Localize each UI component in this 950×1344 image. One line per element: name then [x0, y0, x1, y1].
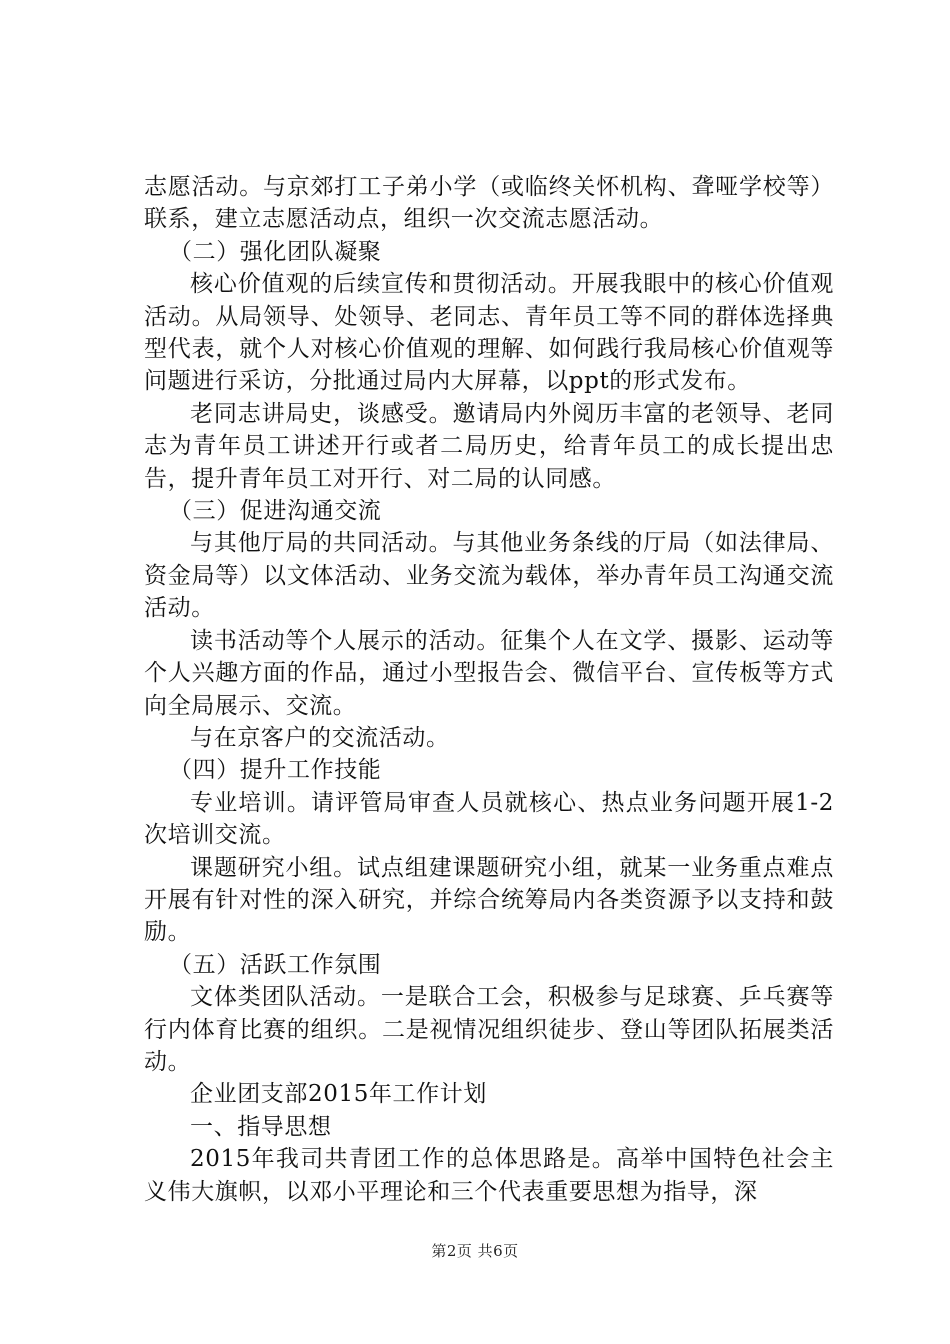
paragraph-research-group: 课题研究小组。试点组建课题研究小组，就某一业务重点难点开展有针对性的深入研究，并综合统筹局内各类资源予以支持和鼓励。: [144, 854, 834, 946]
section-heading-work-atmosphere: （五）活跃工作氛围: [169, 951, 382, 978]
paragraph-overall-approach: 2015年我司共青团工作的总体思路是。高举中国特色社会主义伟大旗帜，以邓小平理论和三个代表重要思想为指导，深: [144, 1146, 834, 1205]
section-heading-communication: （三）促进沟通交流: [169, 498, 382, 525]
paragraph-bureau-history: 老同志讲局史，谈感受。邀请局内外阅历丰富的老领导、老同志为青年员工讲述开行或者二局历史，给青年员工的成长提出忠告，提升青年员工对开行、对二局的认同感。: [144, 400, 834, 492]
section-heading-team-cohesion: （二）强化团队凝聚: [169, 238, 382, 265]
paragraph-client-exchange: 与在京客户的交流活动。: [190, 724, 450, 751]
paragraph-sports-activities: 文体类团队活动。一是联合工会，积极参与足球赛、乒乓赛等行内体育比赛的组织。二是视情况组织徒步、登山等团队拓展类活动。: [144, 984, 834, 1075]
paragraph-plan-title: 企业团支部2015年工作计划: [190, 1081, 487, 1108]
section-heading-work-skills: （四）提升工作技能: [169, 757, 382, 784]
paragraph-core-values: 核心价值观的后续宣传和贯彻活动。开展我眼中的核心价值观活动。从局领导、处领导、老同志、青年员工等不同的群体选择典型代表，就个人对核心价值观的理解、如何践行我局核心价值观等问题进行采访，分批通过局内大屏幕，以ppt的形式发布。: [144, 271, 834, 395]
paragraph-joint-activities: 与其他厅局的共同活动。与其他业务条线的厅局（如法律局、资金局等）以文体活动、业务交流为载体，举办青年员工沟通交流活动。: [144, 530, 834, 622]
document-body: [144, 171, 834, 1208]
paragraph-reading-activities: 读书活动等个人展示的活动。征集个人在文学、摄影、运动等个人兴趣方面的作品，通过小型报告会、微信平台、宣传板等方式向全局展示、交流。: [144, 627, 834, 719]
paragraph-professional-training: 专业培训。请评管局审查人员就核心、热点业务问题开展1-2次培训交流。: [144, 789, 834, 849]
paragraph-guiding-ideology: 一、指导思想: [190, 1113, 332, 1140]
paragraph-volunteer-activity: 志愿活动。与京郊打工子弟小学（或临终关怀机构、聋哑学校等）联系，建立志愿活动点，组织一次交流志愿活动。: [144, 174, 834, 233]
page-number-footer: 第2页 共6页: [431, 1242, 519, 1260]
